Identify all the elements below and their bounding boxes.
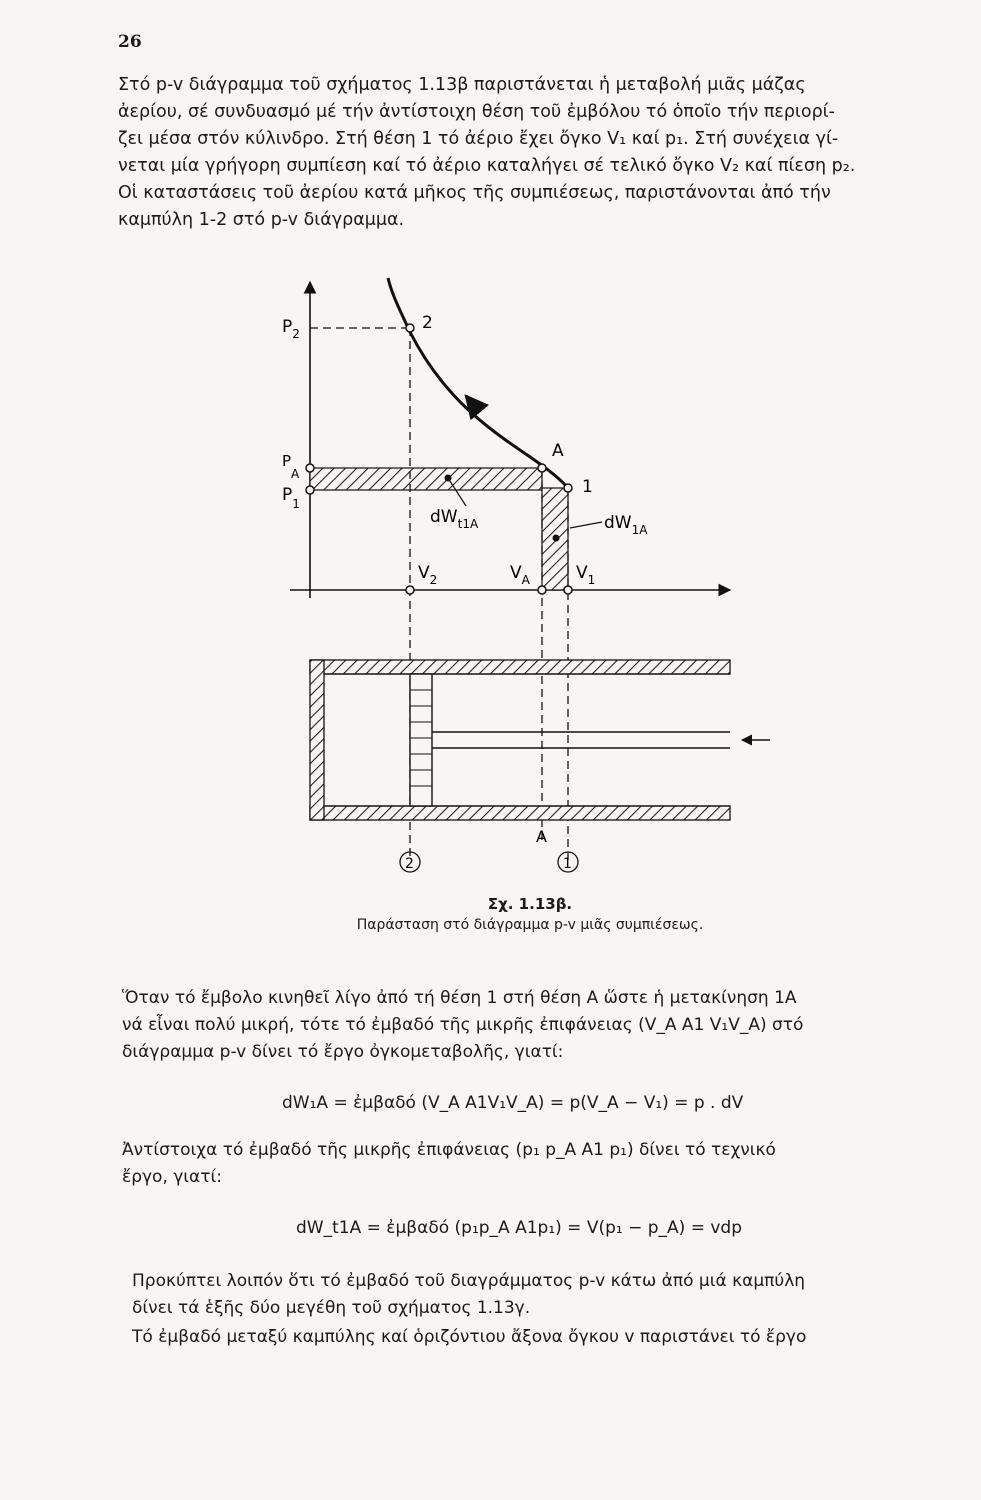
dw1a-marker xyxy=(553,535,560,542)
paragraph-2 xyxy=(122,985,960,1066)
text-line: Τό ἐμβαδό μεταξύ καμπύλης καί ὁριζόντιου ἄξονα ὄγκου v παριστάνει τό ἔργο xyxy=(132,1327,807,1347)
equation-technical-work: dW_t1A = ἐμβαδό (p₁p_A A1p₁) = V(p₁ − p_A) = vdp xyxy=(296,1218,742,1238)
text-line: ἔργο, γιατί: xyxy=(122,1167,222,1187)
dw1a-leader xyxy=(570,522,602,528)
label-v1: $V_1$ xyxy=(576,563,596,587)
paragraph-5 xyxy=(132,1324,962,1351)
label-pa: $P_A$ xyxy=(282,452,300,481)
point-2 xyxy=(406,324,414,332)
p1-axis-point xyxy=(306,486,314,494)
text-line: Ὅταν τό ἔμβολο κινηθεῖ λίγο ἀπό τή θέση 1 στή θέση Α ὥστε ἡ μετακίνηση 1Α xyxy=(122,988,797,1008)
figure-caption-text: Παράσταση στό διάγραμμα p-v μιᾶς συμπιέσεως. xyxy=(356,917,704,933)
cylinder xyxy=(310,660,730,820)
position-1-label: 1 xyxy=(563,856,572,872)
figure-caption xyxy=(300,895,760,933)
va-axis-point xyxy=(538,586,546,594)
label-point-2: 2 xyxy=(422,313,433,333)
text-line: Οἱ καταστάσεις τοῦ ἀερίου κατά μῆκος τῆς συμπιέσεως, παριστάνονται ἀπό τήν xyxy=(118,183,831,203)
text-line: Ἀντίστοιχα τό ἐμβαδό τῆς μικρῆς ἐπιφάνειας (p₁ p_A A1 p₁) δίνει τό τεχνικό xyxy=(122,1140,776,1160)
label-v2: $V_2$ xyxy=(418,563,438,587)
direction-arrow xyxy=(466,396,476,408)
paragraph-3 xyxy=(122,1137,960,1191)
text-line: διάγραμμα p-v δίνει τό ἔργο ὀγκομεταβολῆς, γιατί: xyxy=(122,1042,564,1062)
pv-diagram-figure xyxy=(270,260,770,900)
label-p1: $P_1$ xyxy=(282,485,300,511)
page-number: 26 xyxy=(118,32,142,52)
label-point-a: A xyxy=(552,441,564,461)
label-point-1: 1 xyxy=(582,477,593,497)
v2-axis-point xyxy=(406,586,414,594)
figure-number: Σχ. 1.13β. xyxy=(487,895,573,913)
text-line: ζει μέσα στόν κύλινδρο. Στή θέση 1 τό ἀέριο ἔχει ὄγκο V₁ καί p₁. Στή συνέχεια γί- xyxy=(118,129,839,149)
point-a xyxy=(538,464,546,472)
label-dw1a: $dW_{1A}$ xyxy=(604,513,648,537)
label-va: $V_A$ xyxy=(510,563,530,587)
text-line: δίνει τά ἑξῆς δύο μεγέθη τοῦ σχήματος 1.13γ. xyxy=(132,1298,531,1318)
position-2-label: 2 xyxy=(405,856,414,872)
label-dwt1a: $dW_{t1A}$ xyxy=(430,507,479,531)
text-line: νά εἶναι πολύ μικρή, τότε τό ἐμβαδό τῆς μικρῆς ἐπιφάνειας (V_A A1 V₁V_A) στό xyxy=(122,1015,804,1035)
piston-rod xyxy=(432,732,730,748)
pa-axis-point xyxy=(306,464,314,472)
label-cylinder-a: A xyxy=(536,827,547,846)
intro-paragraph xyxy=(118,72,948,234)
equation-volume-work: dW₁A = ἐμβαδό (V_A A1V₁V_A) = p(V_A − V₁) = p . dV xyxy=(282,1093,744,1113)
text-line: νεται μία γρήγορη συμπίεση καί τό ἀέριο καταλήγει σέ τελικό ὄγκο V₂ καί πίεση p₂. xyxy=(118,156,856,176)
technical-work-area xyxy=(310,468,542,490)
text-line: ἀερίου, σέ συνδυασμό μέ τήν ἀντίστοιχη θέση τοῦ ἐμβόλου τό ὁποῖο τήν περιορί- xyxy=(118,102,835,122)
text-line: καμπύλη 1-2 στό p-v διάγραμμα. xyxy=(118,210,405,230)
piston xyxy=(410,674,432,806)
v1-axis-point xyxy=(564,586,572,594)
text-line: Στό p-v διάγραμμα τοῦ σχήματος 1.13β παριστάνεται ἡ μεταβολή μιᾶς μάζας xyxy=(118,75,806,95)
text-line: Προκύπτει λοιπόν ὅτι τό ἐμβαδό τοῦ διαγράμματος p-v κάτω ἀπό μιά καμπύλη xyxy=(132,1271,806,1291)
label-p2: $P_2$ xyxy=(282,317,300,341)
paragraph-4 xyxy=(132,1268,962,1322)
compression-curve xyxy=(388,278,568,488)
point-1 xyxy=(564,484,572,492)
